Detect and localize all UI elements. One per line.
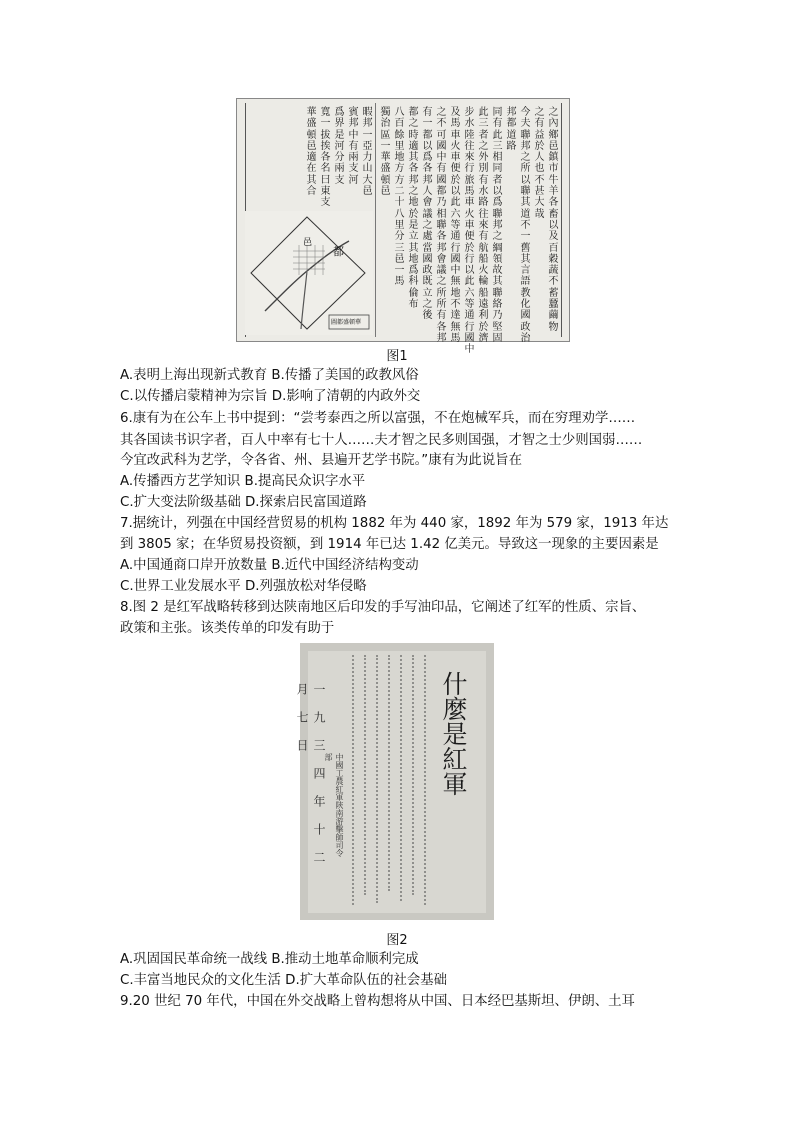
option-line: A.表明上海出现新式教育 B.传播了美国的政教风俗 <box>120 368 419 383</box>
handwriting-column <box>352 655 359 905</box>
text-column: 之有益於人也不甚大哉 <box>534 107 545 220</box>
question-line: 到 3805 家；在华贸易投资额，到 1914 年已达 1.42 亿美元。导致这一现象的主要因素是 <box>120 537 659 552</box>
text-column: 邦都道路 <box>506 107 517 152</box>
question-line: 8.图 2 是红军战略转移到达陕南地区后印发的手写油印品，它阐述了红军的性质、宗旨、 <box>120 600 646 615</box>
option-line: C.世界工业发展水平 D.列强放松对华侵略 <box>120 579 367 594</box>
figure-1-caption: 图1 <box>386 349 408 364</box>
option-line: C.扩大变法阶级基础 D.探索启民富国道路 <box>120 495 367 510</box>
handwriting-column <box>412 655 419 895</box>
page-border <box>561 103 562 337</box>
text-column: 暇邦一亞力山大邑 <box>362 107 373 198</box>
text-column: 寬一拔挨各名曰東支 <box>320 107 331 209</box>
handwriting-column <box>388 655 395 891</box>
question-line: 9.20 世纪 70 年代，中国在外交战略上曾构想将从中国、日本经巴基斯坦、伊朗、土耳 <box>120 994 635 1009</box>
text-column: 爲界是河分兩支 <box>334 107 345 186</box>
map-label-city: 都 <box>333 245 344 258</box>
text-column: 賓邦中有兩支河 <box>348 107 359 186</box>
text-column: 之內鄉邑鎮市牛羊各畜以及百穀蔬不蓄蠶繭物 <box>548 107 559 333</box>
figure-1-book-scan <box>236 98 570 356</box>
option-line: A.中国通商口岸开放数量 B.近代中国经济结构变动 <box>120 558 419 573</box>
text-column: 有一都以爲各邦人會議之處當國政既立之後 <box>422 107 433 322</box>
handwriting-column <box>376 655 383 903</box>
page-border <box>375 103 376 337</box>
text-column: 獨治區一華盛頓邑 <box>380 107 391 198</box>
question-line: 7.据统计，列强在中国经营贸易的机构 1882 年为 440 家，1892 年为 579 家，1913 年达 <box>120 516 669 531</box>
text-column: 此三者之外別有水路往來有航船火輪船遠利於濟 <box>478 107 489 344</box>
handwriting-column <box>424 655 431 905</box>
map-label-district: 邑 <box>303 238 313 248</box>
question-line: 6.康有为在公车上书中提到：“尝考泰西之所以富强，不在炮械军兵，而在穷理劝学…… <box>120 411 636 426</box>
figure-2-leaflet <box>295 643 494 920</box>
text-column: 今夫聯邦之所以聯其道不一舊其言語教化國政治 <box>520 107 531 344</box>
leaflet-date: 一九三四年十二月七日 <box>295 683 326 879</box>
text-column: 同有此三相同者以爲聯邦之綱領故其聯絡乃堅固 <box>492 107 503 344</box>
text-column: 及馬車火車便於以此六等通行國中無地不達無馬 <box>450 107 461 344</box>
question-line: 今宜改武科为艺学，令各省、州、县遍开艺学书院。”康有为此说旨在 <box>120 453 522 468</box>
text-column: 步水陸往來行旅馬車火車便於行以此六等通行國中 <box>464 107 475 356</box>
map-stamp: 圖都盛頓華 <box>331 319 362 326</box>
option-line: A.巩固国民革命统一战线 B.推动土地革命顺利完成 <box>120 952 419 967</box>
text-column: 華盛頓邑適在其合 <box>306 107 317 198</box>
handwriting-column <box>400 655 407 901</box>
handwriting-column <box>364 655 371 895</box>
option-line: A.传播西方艺学知识 B.提高民众识字水平 <box>120 474 366 489</box>
leaflet-title: 什麼是紅軍 <box>439 671 468 796</box>
option-line: C.丰富当地民众的文化生活 D.扩大革命队伍的社会基础 <box>120 973 448 988</box>
text-column: 都之時適其各邦之地於是立其地爲科倫布 <box>408 107 419 311</box>
figure-2-caption: 图2 <box>386 933 408 948</box>
leaflet-org: 中國工農紅軍陝南游擊師司令部 <box>324 753 344 857</box>
option-line: C.以传播启蒙精神为宗旨 D.影响了清朝的内政外交 <box>120 389 421 404</box>
text-column: 八百餘里地方方二十八里分三邑一馬 <box>394 107 405 288</box>
washington-map <box>245 211 373 335</box>
question-line: 政策和主张。该类传单的印发有助于 <box>120 621 335 636</box>
text-column: 之不可國中有國都乃相聯各邦會議之所所有各邦 <box>436 107 447 344</box>
question-line: 其各国读书识字者，百人中率有七十人……夫才智之民多则国强，才智之士少则国弱…… <box>120 433 643 448</box>
